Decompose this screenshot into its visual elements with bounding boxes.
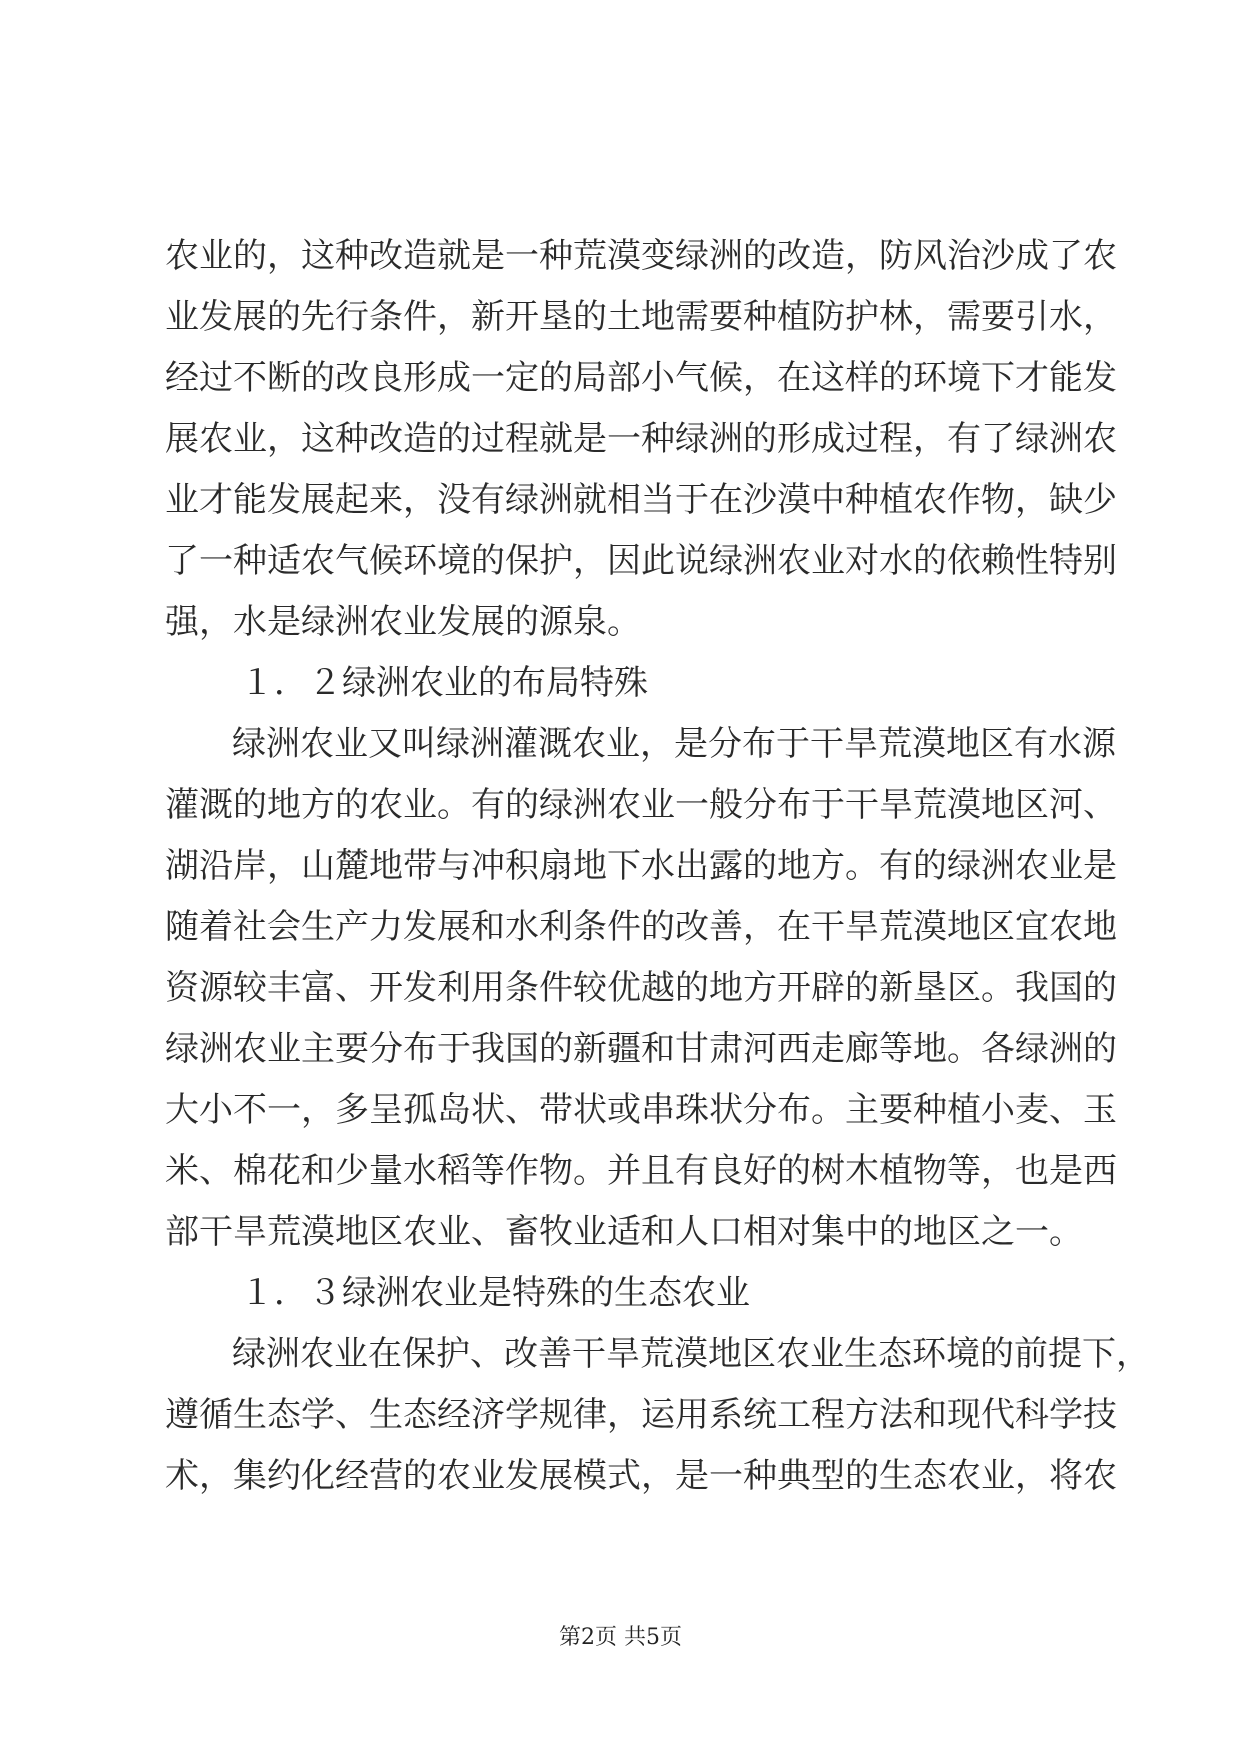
body-text-line: 了一种适农气候环境的保护，因此说绿洲农业对水的依赖性特别 — [165, 541, 1117, 581]
body-text-line: 展农业，这种改造的过程就是一种绿洲的形成过程，有了绿洲农 — [165, 419, 1117, 459]
body-text-line: 绿洲农业在保护、改善干旱荒漠地区农业生态环境的前提下， — [232, 1334, 1150, 1374]
body-text-line: 绿洲农业又叫绿洲灌溉农业，是分布于干旱荒漠地区有水源 — [232, 724, 1116, 764]
body-text-line: 大小不一，多呈孤岛状、带状或串珠状分布。主要种植小麦、玉 — [165, 1090, 1117, 1130]
section-heading: １．２绿洲农业的布局特殊 — [240, 663, 648, 703]
body-text-line: 农业的，这种改造就是一种荒漠变绿洲的改造，防风治沙成了农 — [165, 236, 1117, 276]
body-text-line: 灌溉的地方的农业。有的绿洲农业一般分布于干旱荒漠地区河、 — [165, 785, 1117, 825]
body-text-line: 业发展的先行条件，新开垦的土地需要种植防护林，需要引水， — [165, 297, 1117, 337]
body-text-line: 绿洲农业主要分布于我国的新疆和甘肃河西走廊等地。各绿洲的 — [165, 1029, 1117, 1069]
body-text-line: 强，水是绿洲农业发展的源泉。 — [165, 602, 641, 642]
body-text-line: 随着社会生产力发展和水利条件的改善，在干旱荒漠地区宜农地 — [165, 907, 1117, 947]
body-text-line: 部干旱荒漠地区农业、畜牧业适和人口相对集中的地区之一。 — [165, 1212, 1083, 1252]
body-text-line: 湖沿岸，山麓地带与冲积扇地下水出露的地方。有的绿洲农业是 — [165, 846, 1117, 886]
body-text-line: 业才能发展起来，没有绿洲就相当于在沙漠中种植农作物，缺少 — [165, 480, 1117, 520]
section-heading: １．３绿洲农业是特殊的生态农业 — [240, 1273, 750, 1313]
page-number-footer: 第2页 共5页 — [559, 1625, 682, 1650]
body-text-line: 米、棉花和少量水稻等作物。并且有良好的树木植物等，也是西 — [165, 1151, 1117, 1191]
body-text-line: 术，集约化经营的农业发展模式，是一种典型的生态农业，将农 — [165, 1456, 1117, 1496]
body-text-line: 遵循生态学、生态经济学规律，运用系统工程方法和现代科学技 — [165, 1395, 1117, 1435]
body-text-line: 经过不断的改良形成一定的局部小气候，在这样的环境下才能发 — [165, 358, 1117, 398]
body-text-line: 资源较丰富、开发利用条件较优越的地方开辟的新垦区。我国的 — [165, 968, 1117, 1008]
